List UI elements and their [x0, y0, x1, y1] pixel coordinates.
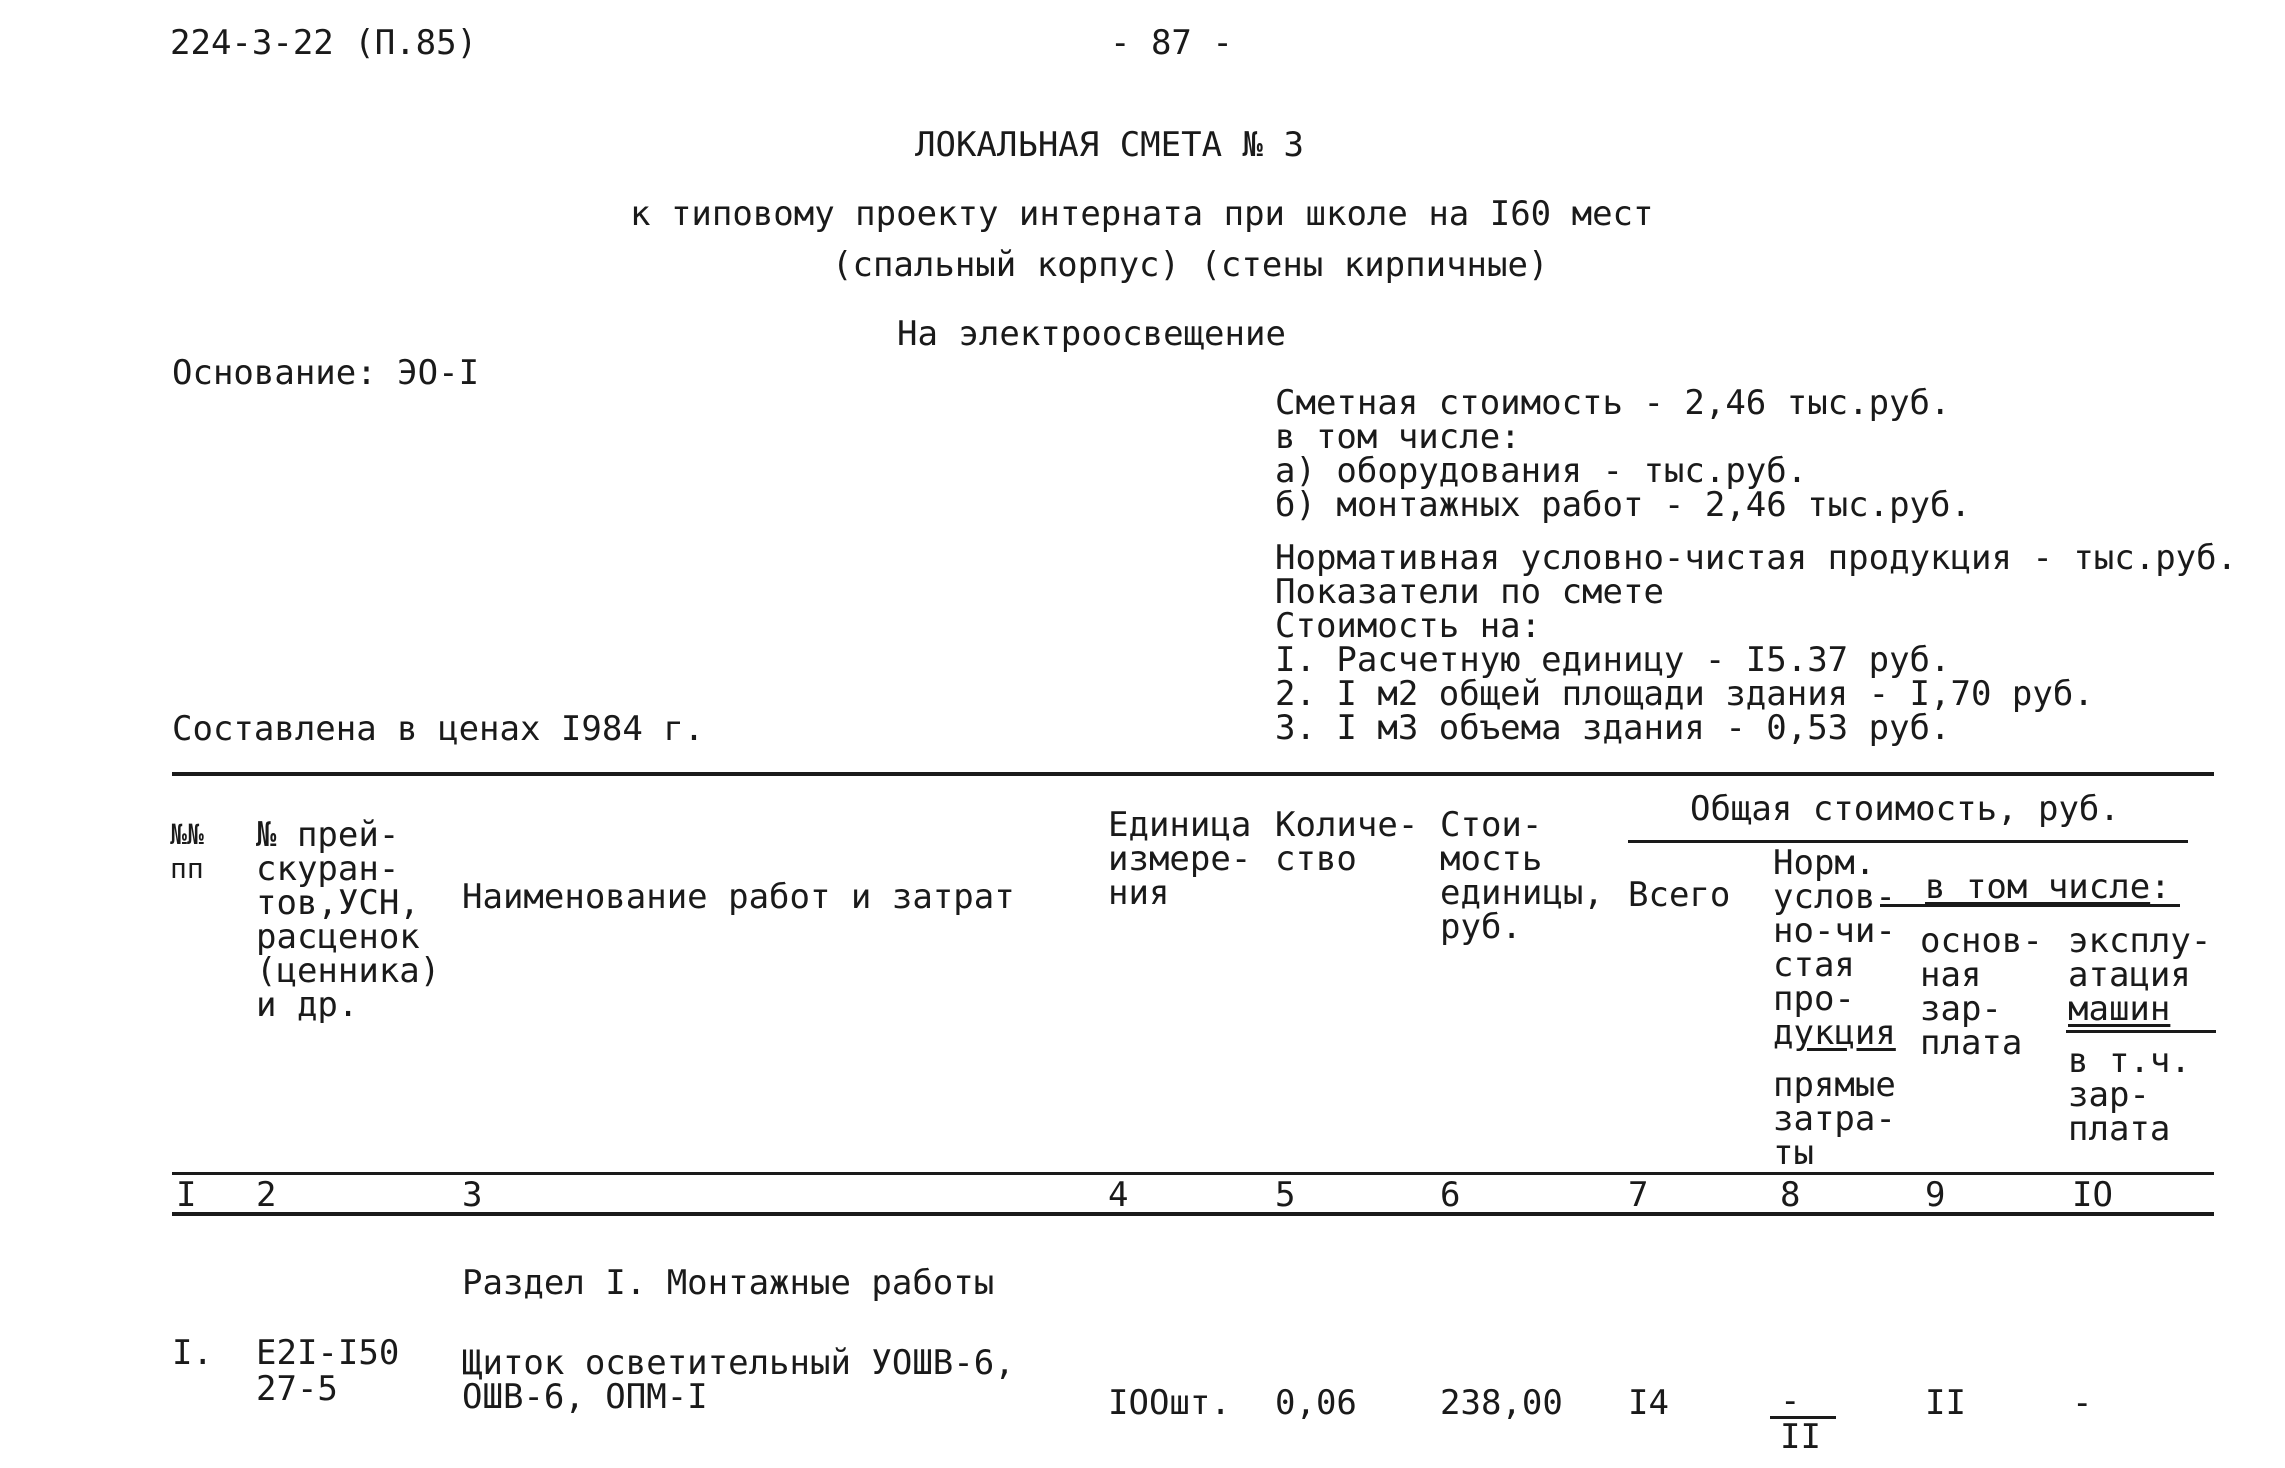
summary-per-unit: I. Расчетную единицу - I5.37 руб.: [1275, 640, 1951, 680]
column-number-1: I: [176, 1175, 197, 1215]
row-1-wage: II: [1925, 1383, 1966, 1423]
header-col-6: Стои- мость единицы, руб.: [1440, 805, 1604, 947]
row-1-num: I.: [172, 1333, 213, 1373]
row-1-net-top: -: [1780, 1381, 1801, 1421]
column-number-3: 3: [462, 1175, 483, 1215]
table-top-rule: [172, 772, 2214, 776]
header-col-4: Единица измере- ния: [1108, 805, 1252, 913]
column-number-4: 4: [1108, 1175, 1129, 1215]
row-1-qty: 0,06: [1275, 1383, 1357, 1423]
row-1-net-bottom: II: [1780, 1417, 1821, 1457]
machines-rule: [2066, 1030, 2216, 1033]
header-col-9: основ- ная зар- плата: [1920, 921, 2043, 1063]
column-number-7: 7: [1628, 1175, 1649, 1215]
header-col-7: Всего: [1628, 875, 1731, 915]
row-1-code-line-2: 27-5: [256, 1369, 338, 1409]
summary-cost: Сметная стоимость - 2,46 тыс.руб.: [1275, 383, 1951, 423]
row-1-unit-cost: 238,00: [1440, 1383, 1563, 1423]
column-number-9: 9: [1925, 1175, 1946, 1215]
basis-label: Основание: ЭО-I: [172, 353, 480, 393]
column-number-5: 5: [1275, 1175, 1296, 1215]
summary-equipment: а) оборудования - тыс.руб.: [1275, 451, 1808, 491]
header-col-8-underlined: дукция: [1773, 1013, 1896, 1053]
header-col-2: № прей- скуран- тов,УСН, расценок (ценника) и др.: [256, 815, 441, 1025]
header-incl-colon: :: [2150, 867, 2171, 907]
total-cost-rule: [1628, 840, 2188, 843]
header-col-8-bottom: прямые затра- ты: [1773, 1065, 1896, 1173]
summary-cost-per: Стоимость на:: [1275, 606, 1542, 646]
summary-per-m2: 2. I м2 общей площади здания - I,70 руб.: [1275, 674, 2094, 714]
column-number-2: 2: [256, 1175, 277, 1215]
header-col-10-underlined: машин: [2068, 989, 2171, 1029]
header-total-cost: Общая стоимость, руб.: [1690, 789, 2120, 829]
header-incl: [1925, 867, 2171, 907]
row-1-name-line-1: Щиток осветительный УОШВ-6,: [462, 1343, 1015, 1383]
header-col-1: №№ пп: [170, 818, 204, 885]
row-1-machines: -: [2072, 1383, 2093, 1423]
column-numbers-bottom-rule: [172, 1212, 2214, 1216]
header-col-5: Количе- ство: [1275, 805, 1419, 879]
header-col-3: Наименование работ и затрат: [462, 877, 1015, 917]
summary-installation: б) монтажных работ - 2,46 тыс.руб.: [1275, 485, 1971, 525]
subtitle-line-2: (спальный корпус) (стены кирпичные): [832, 245, 1549, 285]
section-title: Раздел I. Монтажные работы: [462, 1263, 995, 1303]
page-number: - 87 -: [1110, 23, 1233, 63]
subtitle-line-1: к типовому проекту интерната при школе на I60 мест: [630, 194, 1654, 234]
document-title: ЛОКАЛЬНАЯ СМЕТА № 3: [915, 125, 1304, 165]
summary-indicators: Показатели по смете: [1275, 572, 1664, 612]
column-number-10: IO: [2072, 1175, 2113, 1215]
header-col-10-top: эксплу- атация: [2068, 921, 2212, 995]
incl-rule: [1880, 904, 2180, 907]
prices-year: Составлена в ценах I984 г.: [172, 709, 705, 749]
summary-incl: в том числе:: [1275, 417, 1521, 457]
row-1-total: I4: [1628, 1383, 1669, 1423]
header-col-8-top: Норм. услов- но-чи- стая про-: [1773, 843, 1896, 1019]
summary-per-m3: 3. I м3 объема здания - 0,53 руб.: [1275, 708, 1951, 748]
column-number-6: 6: [1440, 1175, 1461, 1215]
subtitle-line-3: На электроосвещение: [897, 314, 1286, 354]
header-col-10-bottom: в т.ч. зар- плата: [2068, 1041, 2191, 1149]
doc-code: 224-3-22 (П.85): [170, 23, 478, 63]
row-1-name-line-2: ОШВ-6, ОПМ-I: [462, 1377, 708, 1417]
column-number-8: 8: [1780, 1175, 1801, 1215]
row-1-code-line-1: E2I-I50: [256, 1333, 400, 1373]
summary-net-product: Нормативная условно-чистая продукция - тыс.руб.: [1275, 538, 2238, 578]
header-incl-text: в том числе: [1925, 867, 2151, 907]
row-1-unit: IOOшт.: [1108, 1383, 1231, 1423]
